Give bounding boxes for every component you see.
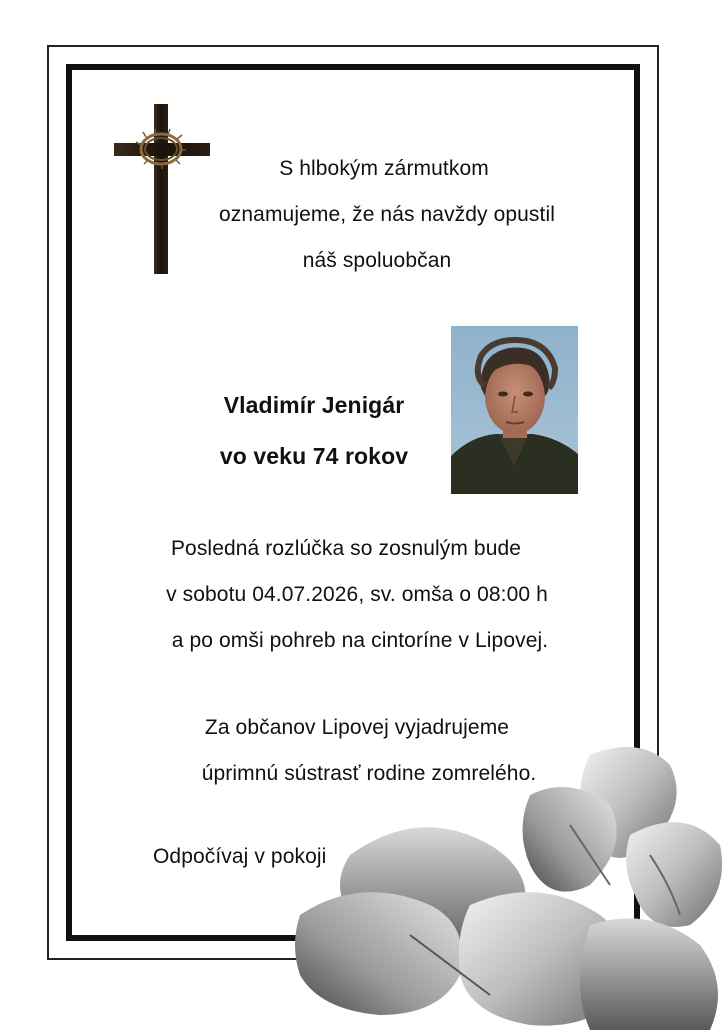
deceased-age: vo veku 74 rokov [219, 443, 409, 469]
funeral-line-3: a po omši pohreb na cintoríne v Lipovej. [171, 629, 549, 652]
funeral-line-1: Posledná rozlúčka so zosnulým bude [170, 537, 522, 560]
funeral-line-2: v sobotu 04.07.2026, sv. omša o 08:00 h [166, 583, 548, 606]
condolence-line-2: úprimnú sústrasť rodine zomrelého. [201, 762, 537, 785]
intro-line-3: náš spoluobčan [302, 249, 452, 272]
portrait-photo [451, 326, 578, 494]
condolence-line-1: Za občanov Lipovej vyjadrujeme [204, 716, 510, 739]
closing-text: Odpočívaj v pokoji [153, 845, 327, 868]
intro-line-1: S hlbokým zármutkom [279, 157, 489, 180]
calla-lilies-decoration [290, 735, 724, 1030]
deceased-name: Vladimír Jenigár [223, 392, 405, 418]
intro-line-2: oznamujeme, že nás navždy opustil [219, 203, 555, 226]
cross-icon [110, 100, 214, 276]
